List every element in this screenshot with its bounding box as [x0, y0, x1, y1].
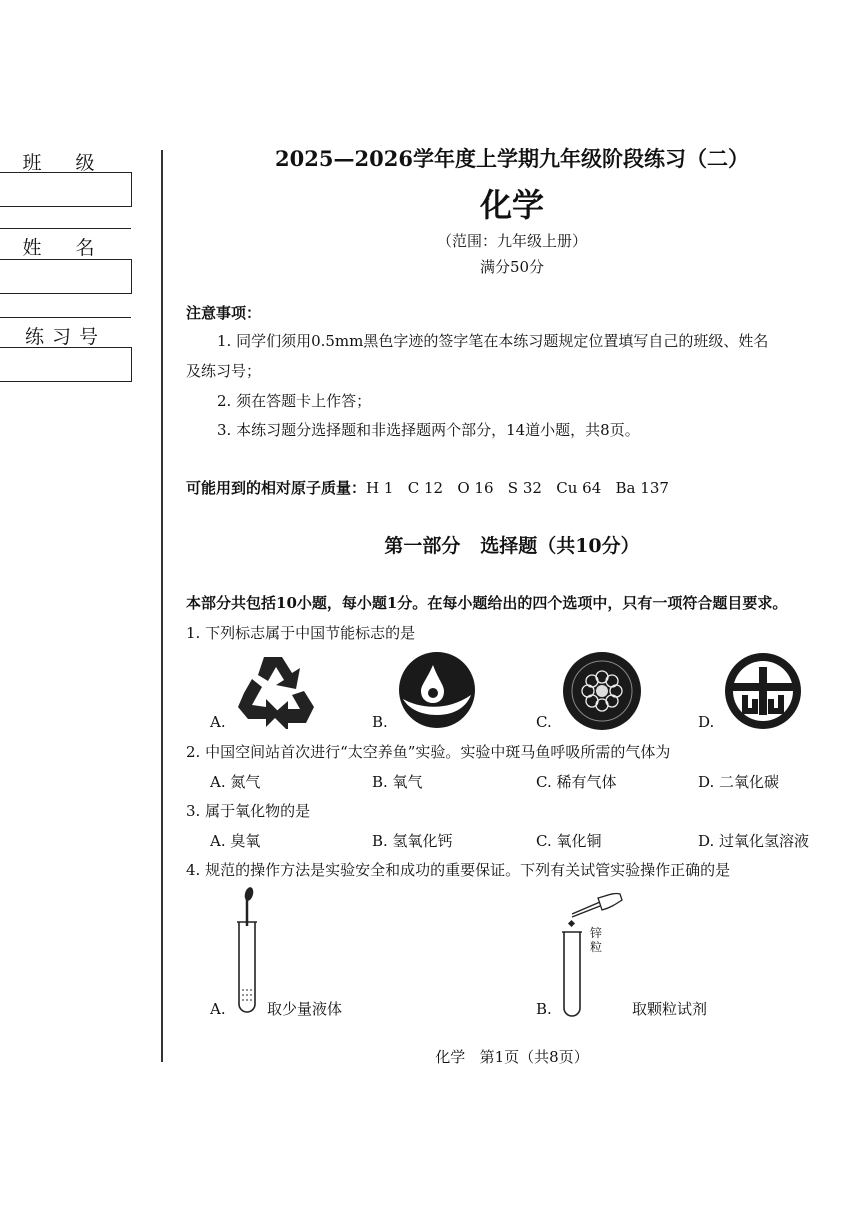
- q1-option-a-letter[interactable]: A.: [210, 713, 226, 731]
- q3-stem: 3. 属于氧化物的是: [186, 802, 311, 820]
- notes-heading: 注意事项：: [186, 304, 262, 322]
- subject-title: 化学: [479, 186, 544, 224]
- atomic-mass-values: H 1 C 12 O 16 S 32 Cu 64 Ba 137: [366, 479, 669, 497]
- part1-intro: 本部分共包括10小题，每小题1分。在每小题给出的四个选项中，只有一项符合题目要求。: [186, 594, 788, 612]
- q3-option-c[interactable]: C. 氧化铜: [536, 832, 602, 850]
- q2-option-c[interactable]: C. 稀有气体: [536, 773, 617, 791]
- q1-option-b-letter[interactable]: B.: [372, 713, 388, 731]
- q4-option-b-text: 取颗粒试剂: [632, 1000, 708, 1018]
- q4-stem: 4. 规范的操作方法是实验安全和成功的重要保证。下列有关试管实验操作正确的是: [186, 861, 731, 879]
- name-label: 姓 名: [22, 237, 109, 259]
- atomic-mass-line: [186, 477, 669, 498]
- q3-option-d[interactable]: D. 过氧化氢溶液: [698, 832, 810, 850]
- full-score: 满分50分: [479, 258, 545, 276]
- test-tube-dropper-icon[interactable]: [232, 886, 262, 1018]
- q1-option-c-letter[interactable]: C.: [536, 713, 552, 731]
- q1-stem: 1. 下列标志属于中国节能标志的是: [186, 624, 416, 642]
- q4-option-a-text: 取少量液体: [267, 1000, 343, 1018]
- q2-option-a[interactable]: A. 氮气: [210, 773, 261, 791]
- q3-option-a[interactable]: A. 臭氧: [210, 832, 261, 850]
- q3-option-b[interactable]: B. 氢氧化钙: [372, 832, 453, 850]
- id-field[interactable]: [0, 347, 132, 382]
- q1-option-d-letter[interactable]: D.: [698, 713, 715, 731]
- page-footer: 化学 第1页（共8页）: [435, 1048, 589, 1066]
- part1-title: 第一部分 选择题（共10分）: [384, 535, 640, 557]
- q2-option-b[interactable]: B. 氧气: [372, 773, 423, 791]
- q4-option-b-letter[interactable]: B.: [536, 1000, 552, 1018]
- name-label-top-rule: [0, 228, 131, 229]
- atomic-mass-label: 可能用到的相对原子质量：: [186, 479, 367, 497]
- test-tube-tweezers-icon[interactable]: [556, 890, 628, 1018]
- notes-item-2: 2. 须在答题卡上作答；: [217, 392, 372, 410]
- notes-item-1-cont: 及练习号；: [186, 362, 262, 380]
- water-saving-logo-icon[interactable]: [397, 651, 477, 729]
- binding-line: [161, 150, 163, 1062]
- page-title: 2025—2026学年度上学期九年级阶段练习（二）: [275, 146, 749, 171]
- notes-item-3: 3. 本练习题分选择题和非选择题两个部分，14道小题，共8页。: [217, 421, 640, 439]
- certification-logo-icon[interactable]: [723, 651, 803, 731]
- q4-option-a-letter[interactable]: A.: [210, 1000, 226, 1018]
- recycle-logo-icon[interactable]: [234, 651, 320, 729]
- notes-item-1: 1. 同学们须用0.5mm黑色字迹的签字笔在本练习题规定位置填写自己的班级、姓名: [217, 332, 769, 350]
- class-field[interactable]: [0, 172, 132, 207]
- class-label: 班 级: [22, 152, 109, 174]
- q2-stem: 2. 中国空间站首次进行“太空养鱼”实验。实验中斑马鱼呼吸所需的气体为: [186, 743, 671, 761]
- id-label: 练习号: [24, 326, 106, 348]
- zinc-label: 锌粒: [590, 926, 603, 954]
- energy-saving-logo-icon[interactable]: [560, 651, 644, 731]
- id-label-top-rule: [0, 317, 131, 318]
- name-field[interactable]: [0, 259, 132, 294]
- scope-text: （范围：九年级上册）: [436, 232, 587, 250]
- q2-option-d[interactable]: D. 二氧化碳: [698, 773, 780, 791]
